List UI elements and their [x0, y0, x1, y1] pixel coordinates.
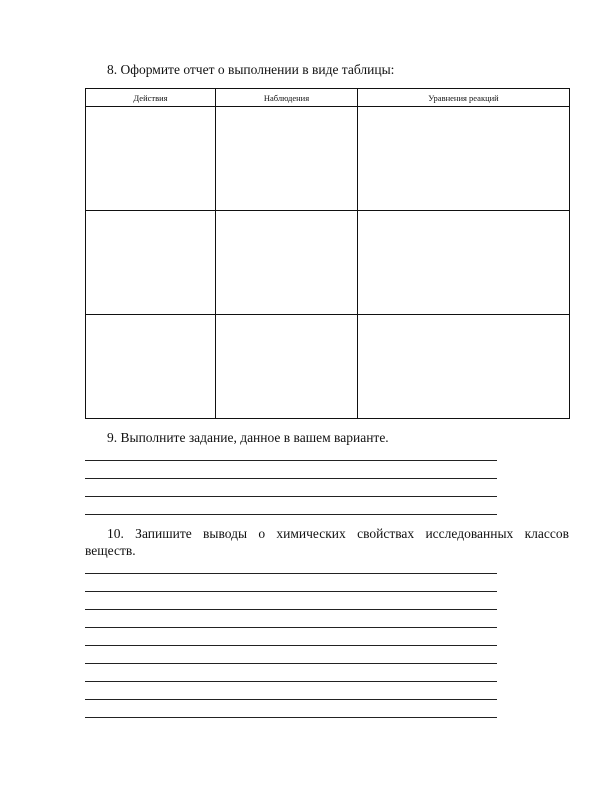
answer-line[interactable] [85, 514, 497, 515]
answer-line[interactable] [85, 663, 497, 664]
task-9-title: 9. Выполните задание, данное в вашем варианте. [107, 430, 389, 445]
column-header-reaction-equations: Уравнения реакций [358, 89, 570, 107]
task-10-title [85, 526, 569, 542]
table-cell-actions[interactable] [86, 211, 216, 315]
answer-line[interactable] [85, 699, 497, 700]
column-header-actions: Действия [86, 89, 216, 107]
table-cell-actions[interactable] [86, 107, 216, 211]
table-header-row [86, 89, 570, 107]
table-row [86, 107, 570, 211]
answer-line[interactable] [85, 627, 497, 628]
table-cell-equations[interactable] [358, 315, 570, 419]
answer-line[interactable] [85, 496, 497, 497]
task-10-title-line-1: 10. Запишите выводы о химических свойствах исследованных классов [107, 526, 569, 541]
table-cell-equations[interactable] [358, 107, 570, 211]
task-10-title-line-2: веществ. [85, 543, 136, 558]
answer-line[interactable] [85, 573, 497, 574]
table-row [86, 315, 570, 419]
table-cell-observations[interactable] [216, 107, 358, 211]
table-row [86, 211, 570, 315]
table-cell-actions[interactable] [86, 315, 216, 419]
answer-line[interactable] [85, 609, 497, 610]
answer-line[interactable] [85, 681, 497, 682]
table-cell-observations[interactable] [216, 211, 358, 315]
answer-line[interactable] [85, 591, 497, 592]
answer-line[interactable] [85, 645, 497, 646]
report-table [85, 88, 570, 419]
answer-line[interactable] [85, 460, 497, 461]
table-cell-observations[interactable] [216, 315, 358, 419]
column-header-observations: Наблюдения [216, 89, 358, 107]
answer-line[interactable] [85, 478, 497, 479]
task-8-title: 8. Оформите отчет о выполнении в виде таблицы: [107, 62, 395, 77]
table-cell-equations[interactable] [358, 211, 570, 315]
answer-line[interactable] [85, 717, 497, 718]
